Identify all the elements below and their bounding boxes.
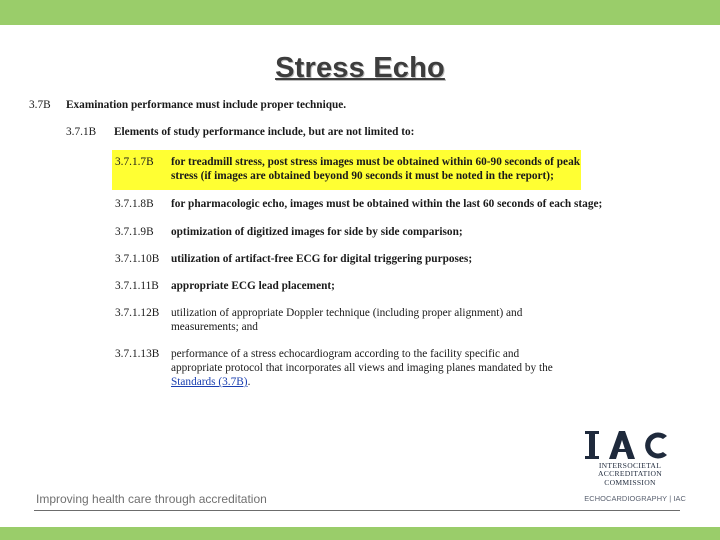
logo-tagline: ECHOCARDIOGRAPHY | IAC xyxy=(584,494,686,503)
subsection-text: Elements of study performance include, but are not limited to: xyxy=(114,126,415,138)
item-text-line1: utilization of artifact-free ECG for digital triggering purposes; xyxy=(171,253,473,265)
logo-wordmark xyxy=(590,462,670,487)
item-code: 3.7.1.7B xyxy=(115,156,154,168)
section-text: Examination performance must include proper technique. xyxy=(66,99,347,111)
logo-line-3: COMMISSION xyxy=(604,477,656,487)
item-code: 3.7.1.9B xyxy=(115,226,154,238)
item-text-line1: performance of a stress echocardiogram according to the facility specific and xyxy=(171,348,520,360)
link-suffix: . xyxy=(247,376,251,388)
item-code: 3.7.1.11B xyxy=(115,280,159,292)
item-text-line1: optimization of digitized images for side by side comparison; xyxy=(171,226,463,238)
logo-letter-a xyxy=(609,431,635,459)
item-text-line2: stress (if images are obtained beyond 90 seconds it must be noted in the report); xyxy=(171,170,554,182)
slide-title: Stress Echo xyxy=(275,52,445,84)
item-text-line3 xyxy=(171,376,250,389)
footer-divider xyxy=(34,510,680,511)
item-code: 3.7.1.13B xyxy=(115,348,160,360)
bottom-band xyxy=(0,527,720,540)
iac-logo-mark-icon xyxy=(575,428,685,462)
item-text-line2: appropriate protocol that incorporates all views and imaging planes mandated by the xyxy=(171,362,553,374)
logo-line-2: ACCREDITATION xyxy=(597,469,663,479)
section-code: 3.7B xyxy=(29,99,51,111)
logo-line-1: INTERSOCIETAL xyxy=(598,461,662,470)
item-code: 3.7.1.12B xyxy=(115,307,160,319)
item-code: 3.7.1.8B xyxy=(115,198,154,210)
item-text-line1: for treadmill stress, post stress images must be obtained within 60-90 seconds of peak xyxy=(171,156,580,168)
footer-tagline: Improving health care through accreditation xyxy=(36,492,267,506)
logo-letter-i xyxy=(589,431,595,459)
standards-link[interactable]: Standards (3.7B) xyxy=(171,376,248,388)
logo-letter-c xyxy=(645,433,667,459)
subsection-code: 3.7.1B xyxy=(66,126,97,138)
item-text-line1: for pharmacologic echo, images must be obtained within the last 60 seconds of each stage; xyxy=(171,198,603,210)
item-text-line2: measurements; and xyxy=(171,321,258,333)
item-text-line1: appropriate ECG lead placement; xyxy=(171,280,335,292)
item-code: 3.7.1.10B xyxy=(115,253,160,265)
item-text-line1: utilization of appropriate Doppler technique (including proper alignment) and xyxy=(171,307,523,319)
